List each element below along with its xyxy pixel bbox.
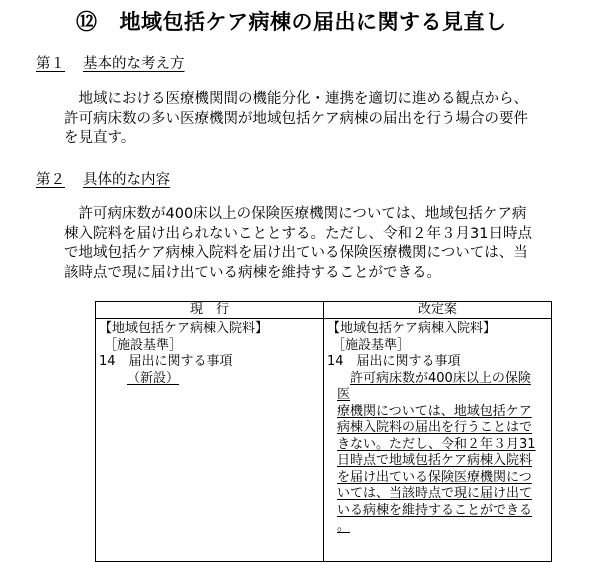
revised-line3: 14 届出に関する事項	[327, 354, 461, 369]
current-line1: 【地域包括ケア病棟入院料】	[99, 321, 269, 336]
section1-heading	[36, 52, 185, 73]
revised-line2: ［施設基準］	[332, 337, 411, 353]
title-text: 地域包括ケア病棟の届出に関する見直し	[119, 10, 507, 34]
current-cell	[96, 319, 324, 562]
current-line2: ［施設基準］	[104, 337, 183, 353]
current-line3: 14 届出に関する事項	[99, 354, 233, 369]
section2-heading-text: 具体的な内容	[83, 172, 170, 188]
header-current: 現 行	[96, 302, 324, 319]
comparison-table	[95, 301, 552, 562]
revised-body: 許可病床数が400床以上の保険医 療機関については、地域包括ケア 病棟入院料の届出を行うことはで きない。ただし、令和２年３月31 日時点で地域包括ケア病棟入院料 を届け出ている保険医療機関につ いては、当該時点で現に届け出て いる病棟を維持することができる 。	[337, 370, 536, 534]
section1-body: 地域における医療機関間の機能分化・連携を適切に進める観点から、 許可病床数の多い医療機関が地域包括ケア病棟の届出を行う場合の要件 を見直す。	[64, 91, 528, 146]
section1-heading-text: 基本的な考え方	[83, 56, 185, 72]
revised-cell	[324, 319, 552, 562]
section1-number: 第１	[36, 56, 65, 72]
table-header-row	[96, 302, 552, 319]
section2-heading	[36, 168, 170, 189]
section2-number: 第２	[36, 172, 65, 188]
table-row	[96, 319, 552, 562]
section2-body: 許可病床数が400床以上の保険医療機関については、地域包括ケア病 棟入院料を届け出られないこととする。ただし、令和２年３月31日時点 で地域包括ケア病棟入院料を届け出ている保険医療機関については、当 該時点で現に届け出ている病棟を維持することができる。	[64, 206, 532, 281]
current-line4: （新設）	[127, 370, 180, 386]
revised-line1: 【地域包括ケア病棟入院料】	[327, 321, 497, 336]
page-title	[76, 6, 576, 36]
header-revised: 改定案	[324, 302, 552, 319]
title-number: ⑫	[76, 10, 98, 34]
